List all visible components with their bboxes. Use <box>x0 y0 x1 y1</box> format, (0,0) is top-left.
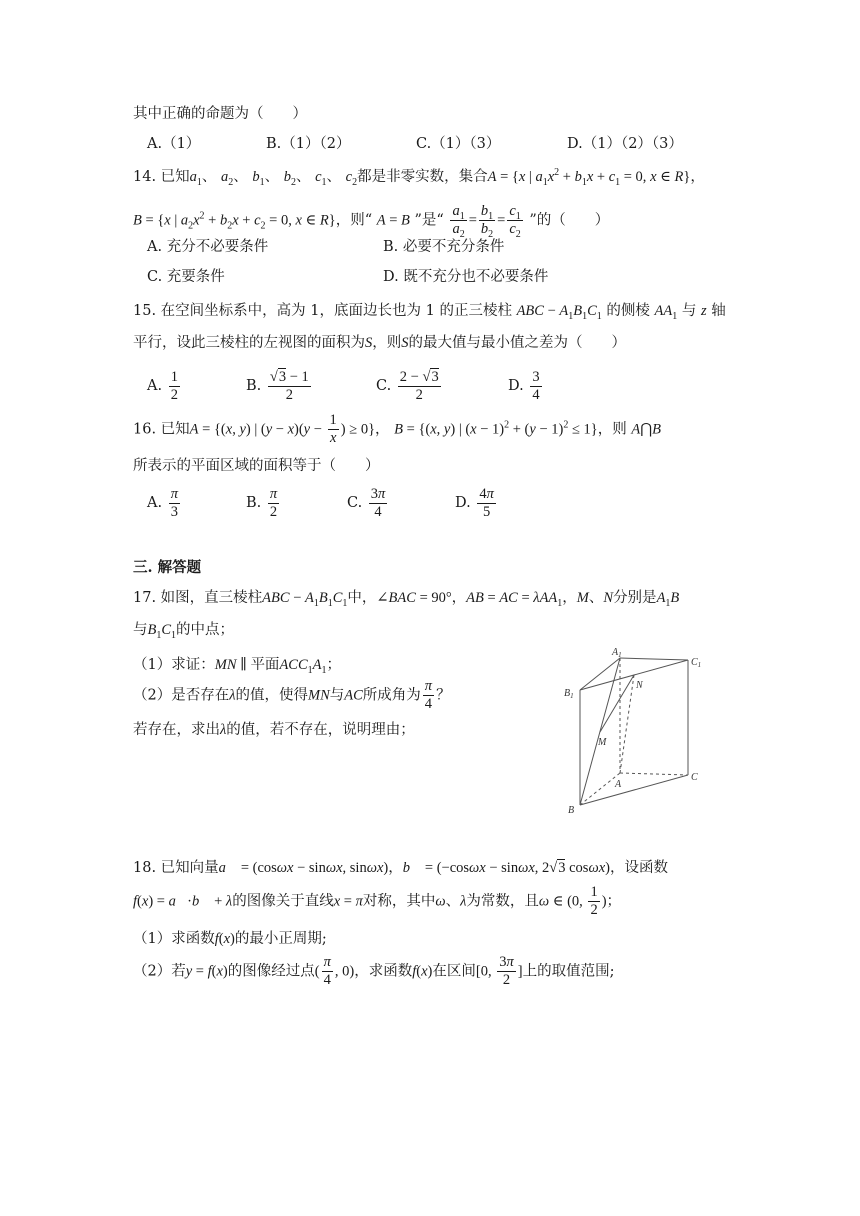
segment-mn <box>600 675 634 732</box>
label-a1: $A_1$ <box>612 647 622 659</box>
q16-line1: 16. 已知A = {(x, y) | (y − x)(y − $\frac{1}{x}$ ) ≥ 0}， B = {(x, y) | $(x - 1)^2 + (y - 1)^2 \le 1$}，则 A⋂B <box>133 412 661 446</box>
q16-line2: 所表示的平面区域的面积等于（ ） <box>133 458 380 474</box>
q15-option-b: B. $\frac{√3 - 1}{2}$ <box>246 368 309 403</box>
prev-option-b: B.（1）（2） <box>266 136 351 152</box>
q14-line2: B = {x | $a_2x^2 + b_2x + c_2 = 0$, x ∈ R}，则“ A = B ”是“ $\frac{a_1}{a_2}$ = $\frac{b_1}{b_2}$ = $\frac{c_1}{c_2}$ ”的（ ） <box>133 203 610 240</box>
section-title: 三. 解答题 <box>133 559 202 576</box>
q17-part2: （2）是否存在λ的值，使得MN与AC所成角为 $\frac{\pi}{4}$ ？ <box>133 678 451 712</box>
q15-line2: 平行，设此三棱柱的左视图的面积为S，则S的最大值与最小值之差为（ ） <box>133 335 626 351</box>
q18-line2: f(x) = a⃗·b⃗ + λ的图像关于直线x = π对称，其中ω、λ为常数，且ω ∈ (0, $\frac{1}{2}$ )； <box>133 884 622 918</box>
q16-option-a: A. $\frac{\pi}{3}$ <box>147 485 178 520</box>
label-c: C <box>691 772 698 783</box>
label-c1: $C_1$ <box>691 657 702 669</box>
label-n: N <box>636 680 643 691</box>
label-b: B <box>568 805 575 816</box>
q18-part1: （1）求函数f(x)的最小正周期; <box>133 931 327 947</box>
q18-line1: 18. 已知向量a⃗ = (cosωx − sinωx, sinωx)，b⃗ = (−cosωx − sinωx, 2√3 cosωx)，设函数 <box>133 860 668 876</box>
q14-option-c: C. 充要条件 <box>147 269 225 285</box>
q18-part2: （2）若y = f(x)的图像经过点( $\frac{\pi}{4}$ , 0)，求函数f(x)在区间[0, $\frac{3\pi}{2}$ ]上的取值范围; <box>133 954 615 988</box>
edge-b1a1 <box>580 658 620 690</box>
label-b1: $B_1$ <box>564 688 574 700</box>
q17-part1: （1）求证：MN ∥ 平面$ACC_1A_1$； <box>133 657 341 676</box>
q17-line1: 17. 如图，直三棱柱ABC − $A_1B_1C_1$中，∠BAC = 90°，AB = AC = λAA$_1$，M、N分别是$A_1B$ <box>133 590 680 609</box>
q15-option-a: A. $\frac{1}{2}$ <box>147 368 178 403</box>
prev-option-c: C.（1）（3） <box>416 136 501 152</box>
q14-line1: 14. 已知$a_1$、 $a_2$、 $b_1$、 $b_2$、 $c_1$、 $c_2$都是非零实数，集合A = {x | $a_1x^2 + b_1x + c_1 = 0$, x ∈ R}， <box>133 167 705 188</box>
q14-option-a: A. 充分不必要条件 <box>147 239 269 255</box>
q14-option-b: B. 必要不充分条件 <box>383 239 505 255</box>
prev-question-stem: 其中正确的命题为（ ） <box>133 106 307 122</box>
prev-option-d: D.（1）（2）（3） <box>567 136 683 152</box>
q15-line1: 15. 在空间坐标系中，高为 1，底面边长也为 1 的正三棱柱 ABC − $A_1B_1C_1$ 的侧棱 $AA_1$ 与 z 轴 <box>133 303 726 322</box>
q17-part2-line2: 若存在，求出λ的值，若不存在，说明理由； <box>133 722 415 738</box>
q16-option-d: D. $\frac{4\pi}{5}$ <box>455 485 494 520</box>
edge-a1c1 <box>620 658 688 660</box>
q14-option-d: D. 既不充分也不必要条件 <box>383 269 549 285</box>
label-m: M <box>598 737 607 748</box>
q17-line2: 与$B_1C_1$的中点； <box>133 622 235 641</box>
edge-ac <box>620 773 688 775</box>
q15-option-d: D. $\frac{3}{4}$ <box>508 368 540 403</box>
aux-dash <box>620 675 634 773</box>
q16-option-c: C. $\frac{3\pi}{4}$ <box>347 485 386 520</box>
prism-figure <box>560 645 710 820</box>
edge-bc <box>580 775 688 805</box>
label-a: A <box>615 779 622 790</box>
q15-option-c: C. $\frac{2 - √3}{2}$ <box>376 368 439 403</box>
q16-option-b: B. $\frac{\pi}{2}$ <box>246 485 278 520</box>
prev-option-a: A.（1） <box>147 136 201 152</box>
edge-ba <box>580 773 620 805</box>
